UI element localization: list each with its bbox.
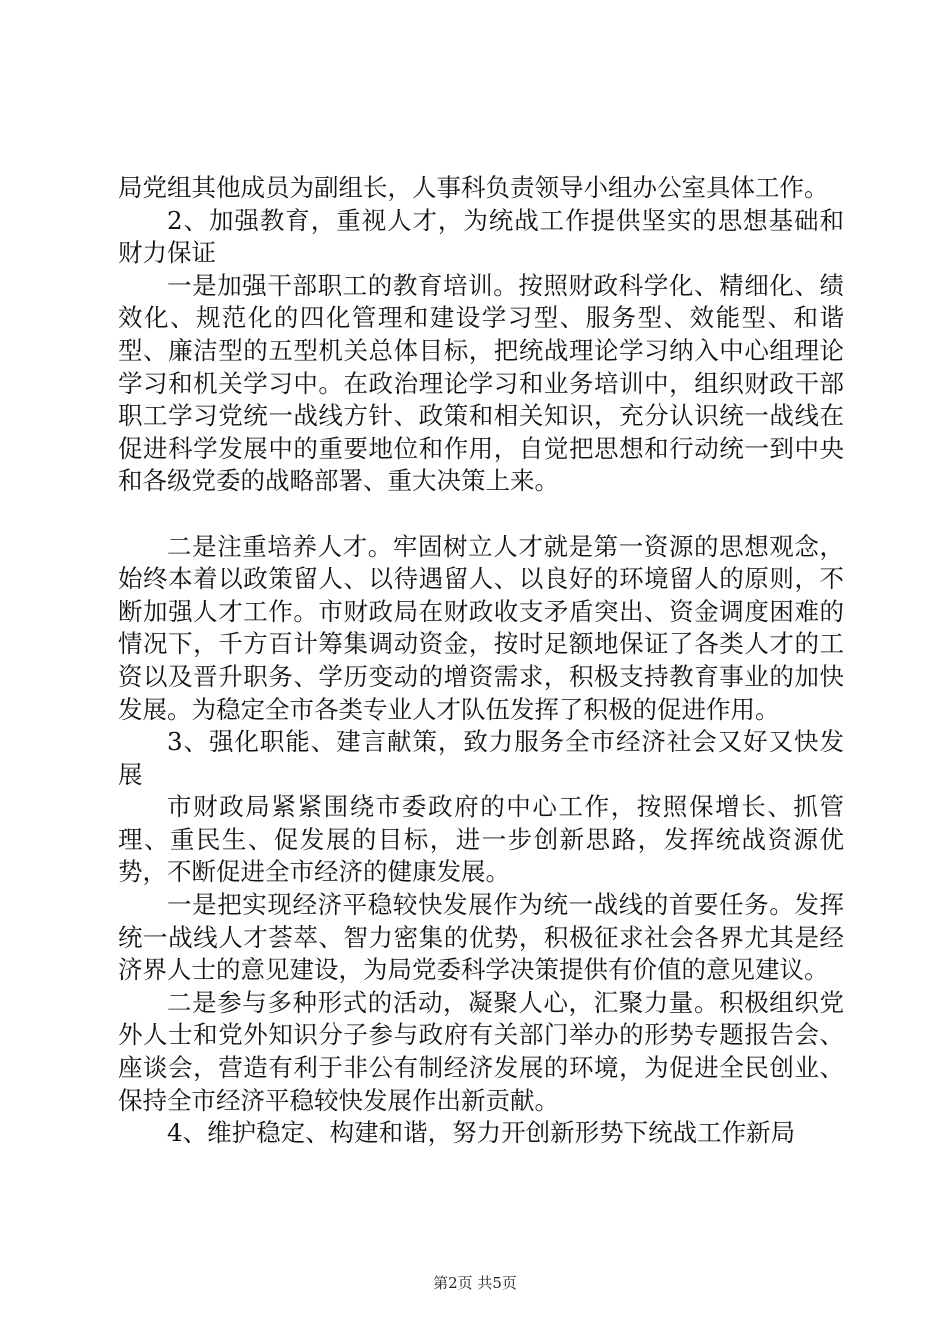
paragraph-finance-bureau-work: 市财政局紧紧围绕市委政府的中心工作，按照保增长、抓管理、重民生、促发展的目标，进一步创新思路，发挥统战资源优势，不断促进全市经济的健康发展。 — [118, 792, 844, 887]
paragraph-economic-development: 一是把实现经济平稳较快发展作为统一战线的首要任务。发挥统一战线人才荟萃、智力密集的优势，积极征求社会各界尤其是经济界人士的意见建设，为局党委科学决策提供有价值的意见建议。 — [118, 890, 844, 985]
paragraph-gap — [118, 498, 844, 531]
section-heading-2: 2、加强教育，重视人才，为统战工作提供坚实的思想基础和财力保证 — [118, 205, 844, 268]
paragraph-education-training: 一是加强干部职工的教育培训。按照财政科学化、精细化、绩效化、规范化的四化管理和建设学习型、服务型、效能型、和谐型、廉洁型的五型机关总体目标，把统战理论学习纳入中心组理论学习和机关学习中。在政治理论学习和业务培训中，组织财政干部职工学习党统一战线方针、政策和相关知识，充分认识统一战线在促进科学发展中的重要地位和作用，自觉把思想和行动统一到中央和各级党委的战略部署、重大决策上来。 — [118, 270, 844, 496]
paragraph-continuation: 局党组其他成员为副组长，人事科负责领导小组办公室具体工作。 — [118, 173, 829, 202]
document-body — [118, 172, 844, 1150]
paragraph-talent-cultivation: 二是注重培养人才。牢固树立人才就是第一资源的思想观念，始终本着以政策留人、以待遇留人、以良好的环境留人的原则，不断加强人才工作。市财政局在财政收支矛盾突出、资金调度困难的情况下，千方百计筹集调动资金，按时足额地保证了各类人才的工资以及晋升职务、学历变动的增资需求，积极支持教育事业的加快发展。为稳定全市各类专业人才队伍发挥了积极的促进作用。 — [118, 531, 844, 724]
section-heading-3: 3、强化职能、建言献策，致力服务全市经济社会又好又快发展 — [118, 727, 844, 789]
paragraph-activities: 二是参与多种形式的活动，凝聚人心，汇聚力量。积极组织党外人士和党外知识分子参与政府有关部门举办的形势专题报告会、座谈会，营造有利于非公有制经济发展的环境，为促进全民创业、保持全市经济平稳较快发展作出新贡献。 — [118, 987, 844, 1115]
page-number-footer: 第2页 共5页 — [433, 1274, 517, 1292]
section-heading-4: 4、维护稳定、构建和谐，努力开创新形势下统战工作新局 — [167, 1118, 796, 1148]
